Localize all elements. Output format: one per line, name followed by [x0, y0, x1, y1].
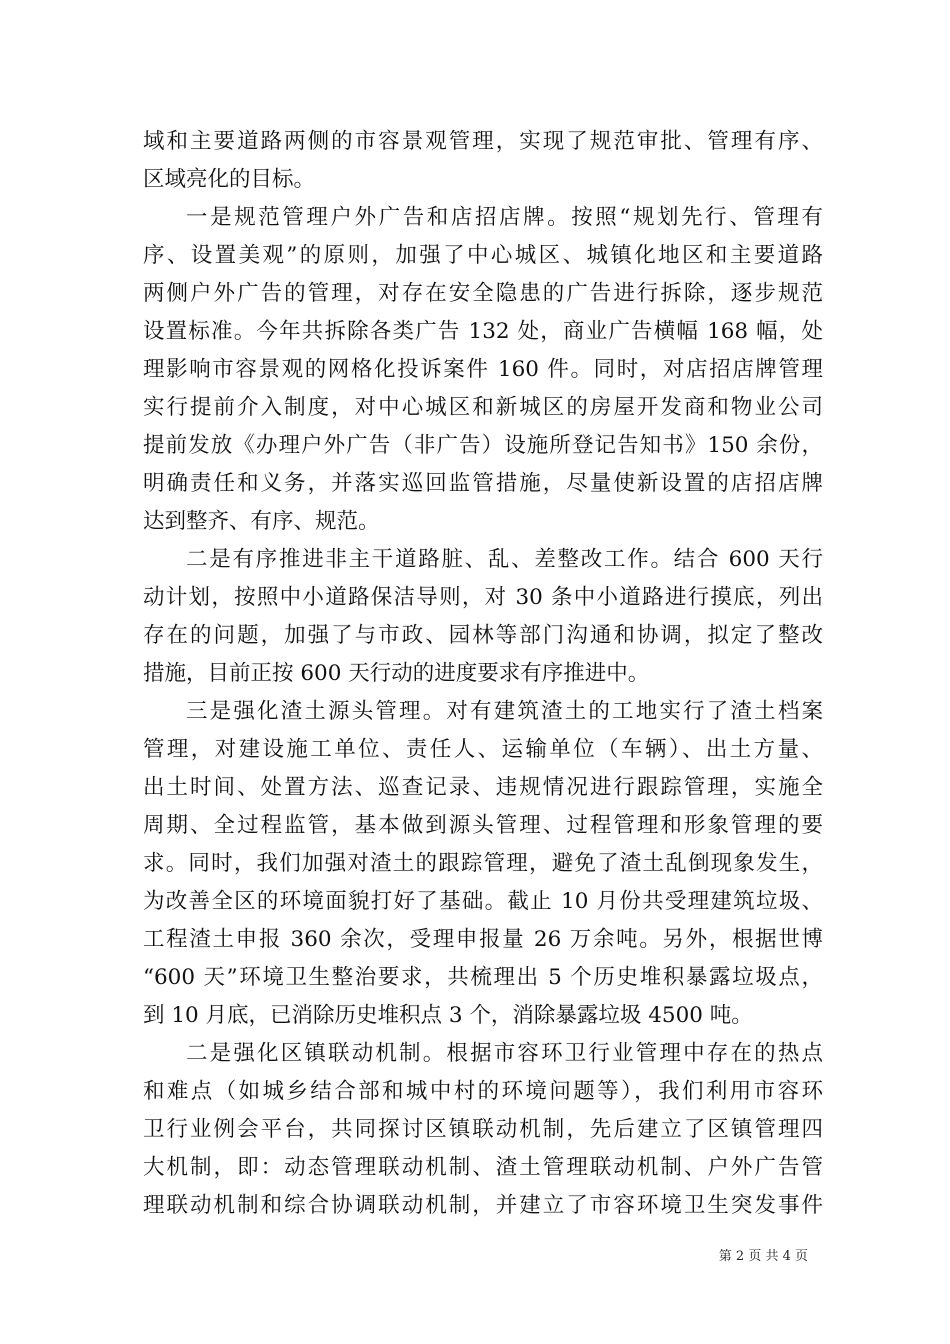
text-line: 措施，目前正按 600 天行动的进度要求有序推进中。 [143, 661, 650, 686]
text-line: 和难点（如城乡结合部和城中村的环境问题等），我们利用市容环 [143, 1079, 823, 1104]
text-line: 域和主要道路两侧的市容景观管理，实现了规范审批、管理有序、 [143, 129, 823, 154]
page-number-footer: 第 2 页 共 4 页 [718, 1249, 808, 1264]
paragraph-start-line: 三是强化渣土源头管理。对有建筑渣土的工地实行了渣土档案 [186, 699, 823, 724]
text-line: 卫行业例会平台，共同探讨区镇联动机制，先后建立了区镇管理四 [143, 1117, 823, 1142]
text-line: 达到整齐、有序、规范。 [143, 509, 380, 534]
text-line: 动计划，按照中小道路保洁导则，对 30 条中小道路进行摸底，列出 [143, 585, 823, 610]
paragraph-start-line: 二是有序推进非主干道路脏、乱、差整改工作。结合 600 天行 [186, 547, 823, 572]
text-line: 出土时间、处置方法、巡查记录、违规情况进行跟踪管理，实施全 [143, 775, 823, 800]
text-line: 管理，对建设施工单位、责任人、运输单位（车辆）、出土方量、 [143, 737, 823, 762]
text-line: 理联动机制和综合协调联动机制，并建立了市容环境卫生突发事件 [143, 1193, 823, 1218]
text-line: 实行提前介入制度，对中心城区和新城区的房屋开发商和物业公司 [143, 395, 823, 420]
text-line: 求。同时，我们加强对渣土的跟踪管理，避免了渣土乱倒现象发生， [143, 851, 823, 876]
text-line: 理影响市容景观的网格化投诉案件 160 件。同时，对店招店牌管理 [143, 357, 823, 382]
text-line: “600 天”环境卫生整治要求，共梳理出 5 个历史堆积暴露垃圾点， [143, 965, 823, 990]
text-line: 周期、全过程监管，基本做到源头管理、过程管理和形象管理的要 [143, 813, 823, 838]
text-line: 两侧户外广告的管理，对存在安全隐患的广告进行拆除，逐步规范 [143, 281, 823, 306]
text-line: 序、设置美观”的原则，加强了中心城区、城镇化地区和主要道路 [143, 243, 823, 268]
text-line: 到 10 月底，已消除历史堆积点 3 个，消除暴露垃圾 4500 吨。 [143, 1003, 753, 1028]
text-line: 工程渣土申报 360 余次，受理申报量 26 万余吨。另外，根据世博 [143, 927, 823, 952]
text-line: 区域亮化的目标。 [143, 167, 316, 192]
text-line: 明确责任和义务，并落实巡回监管措施，尽量使新设置的店招店牌 [143, 471, 823, 496]
paragraph-start-line: 二是强化区镇联动机制。根据市容环卫行业管理中存在的热点 [186, 1041, 823, 1066]
text-line: 大机制，即：动态管理联动机制、渣土管理联动机制、户外广告管 [143, 1155, 823, 1180]
text-line: 为改善全区的环境面貌打好了基础。截止 10 月份共受理建筑垃圾、 [143, 889, 823, 914]
text-line: 提前发放《办理户外广告（非广告）设施所登记告知书》150 余份， [143, 433, 823, 458]
text-line: 存在的问题，加强了与市政、园林等部门沟通和协调，拟定了整改 [143, 623, 823, 648]
paragraph-start-line: 一是规范管理户外广告和店招店牌。按照“规划先行、管理有 [186, 205, 823, 230]
text-line: 设置标准。今年共拆除各类广告 132 处，商业广告横幅 168 幅，处 [143, 319, 823, 344]
